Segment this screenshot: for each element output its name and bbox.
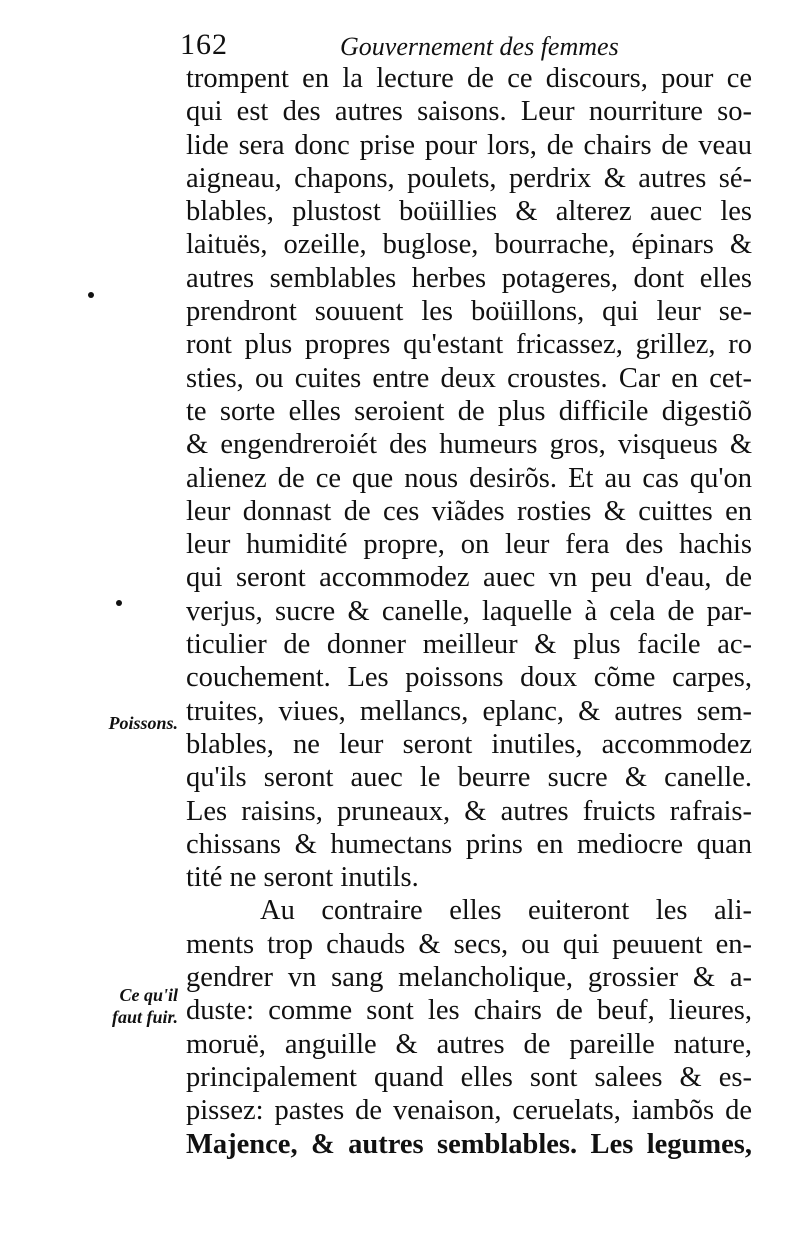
text-line: ments trop chauds & secs, ou qui peuuent en- [186, 928, 752, 960]
margin-mark-dot [88, 292, 94, 298]
text-line: Les raisins, pruneaux, & autres fruicts rafrais- [186, 795, 752, 827]
text-line: blables, plustost boüillies & alterez auec les [186, 196, 752, 228]
text-line: autres semblables herbes potageres, dont elles [186, 262, 752, 294]
text-line: qu'ils seront auec le beurre sucre & canelle. [186, 762, 752, 794]
text-line: gendrer vn sang melancholique, grossier & a- [186, 962, 752, 994]
body-text [186, 62, 752, 1161]
text-line: duste: comme sont les chairs de beuf, lieures, [186, 995, 752, 1027]
text-line: & engendreroiét des humeurs gros, visqueus & [186, 429, 752, 461]
text-line: tité ne seront inutils. [186, 862, 419, 894]
text-line: moruë, anguille & autres de pareille nature, [186, 1028, 752, 1060]
text-line: aigneau, chapons, poulets, perdrix & autres sé- [186, 162, 752, 194]
text-line: qui seront accommodez auec vn peu d'eau, de [186, 562, 752, 594]
text-line: couchement. Les poissons doux cõme carpes, [186, 662, 752, 694]
text-line: te sorte elles seroient de plus difficile digestiõ [186, 395, 752, 427]
margin-note-line: faut fuir. [111, 1007, 178, 1027]
text-line: sties, ou cuites entre deux croustes. Car en cet- [186, 362, 752, 394]
text-line: truites, viues, mellancs, eplanc, & autres sem- [186, 695, 752, 727]
text-line: alienez de ce que nous desirõs. Et au cas qu'on [186, 462, 752, 494]
text-line: trompent en la lecture de ce discours, pour ce [186, 63, 752, 94]
text-line: leur humidité propre, on leur fera des hachis [186, 529, 752, 561]
text-line: laituës, ozeille, buglose, bourrache, épinars & [186, 229, 752, 261]
text-line: pissez: pastes de venaison, ceruelats, iambõs de [186, 1095, 752, 1127]
margin-note-poissons: Poissons. [108, 713, 178, 733]
text-line: ront plus propres qu'estant fricassez, grillez, ro [186, 329, 752, 361]
text-line: qui est des autres saisons. Leur nourriture so- [186, 96, 752, 128]
text-line: prendront souuent les boüillons, qui leur se- [186, 296, 752, 328]
margin-note-line: Ce qu'il [119, 985, 178, 1005]
margin-note-ce-quil-faut-fuir [80, 984, 178, 1028]
text-line: ticulier de donner meilleur & plus facile ac- [186, 629, 752, 661]
text-line: principalement quand elles sont salees & es- [186, 1061, 752, 1093]
text-line: verjus, sucre & canelle, laquelle à cela de par- [186, 595, 752, 627]
text-line: blables, ne leur seront inutiles, accommodez [186, 728, 752, 760]
page-number: 162 [180, 28, 228, 61]
text-line: Au contraire elles euiteront les ali- [260, 895, 752, 927]
text-line: chissans & humectans prins en mediocre quan [186, 828, 752, 860]
text-line: Majence, & autres semblables. Les legumes, [186, 1128, 752, 1160]
text-line: leur donnast de ces viãdes rosties & cuittes en [186, 495, 752, 527]
text-line: lide sera donc prise pour lors, de chairs de veau [186, 129, 752, 161]
margin-mark-dot [116, 600, 122, 606]
running-title: Gouvernement des femmes [340, 32, 619, 61]
